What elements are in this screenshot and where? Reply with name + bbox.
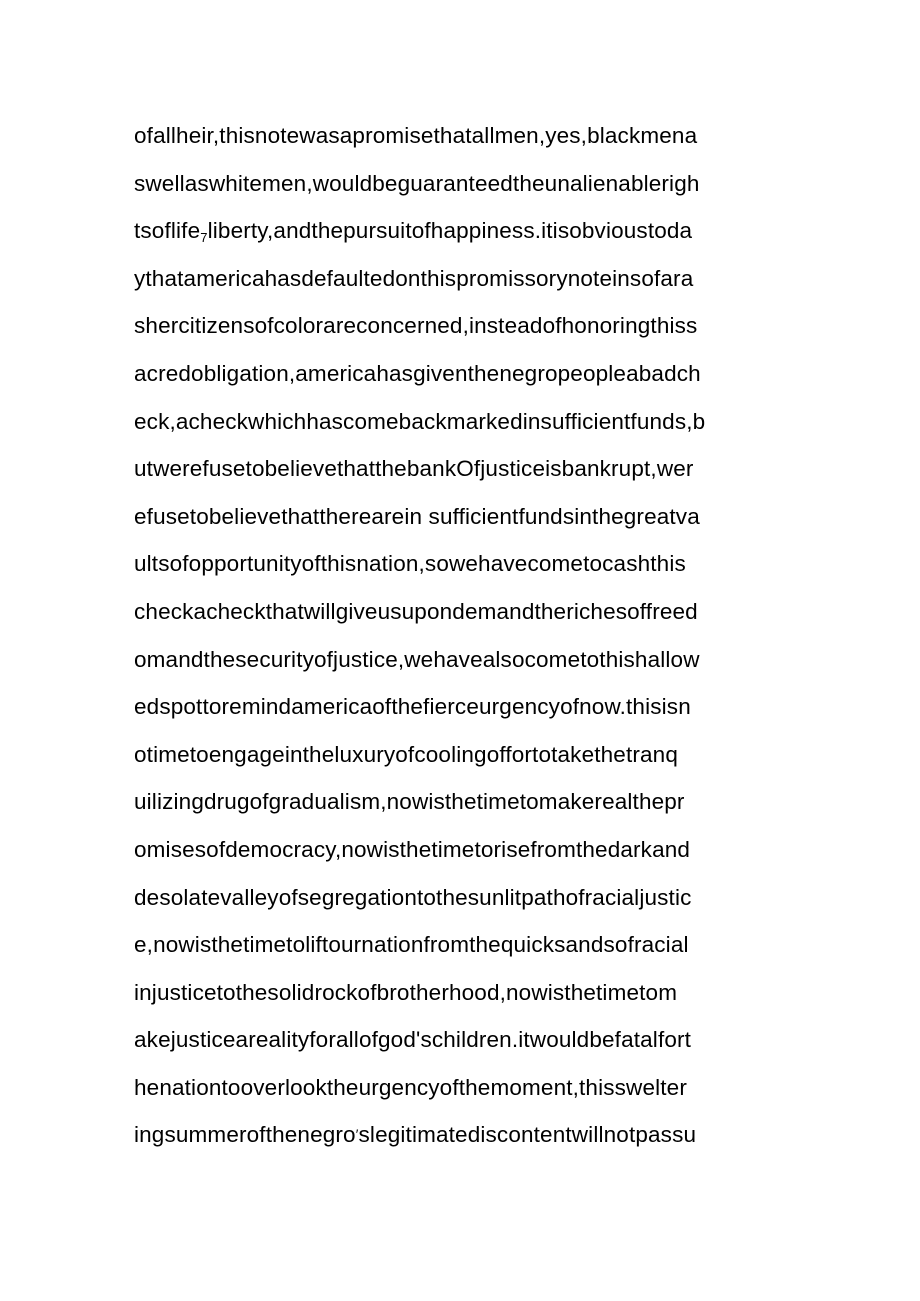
text-line-1: ofallheir,thisnotewasapromisethatallmen,yes,blackmena bbox=[134, 123, 698, 148]
text-line-14: otimetoengageintheluxuryofcoolingoffortotakethetranq bbox=[134, 741, 679, 767]
text-line-21: henationtooverlooktheurgencyofthemoment,thisswelter bbox=[134, 1074, 687, 1100]
text-line-11: checkacheckthatwillgiveusupondemandtherichesoffreed bbox=[134, 598, 698, 624]
text-line-17: desolatevalleyofsegregationtothesunlitpathofracialjustic bbox=[134, 884, 692, 910]
text-line-3 bbox=[134, 207, 794, 255]
text-line-9: efusetobelievethattherearein sufficientfundsinthegreatva bbox=[134, 503, 700, 529]
text-line-19: injusticetothesolidrockofbrotherhood,nowisthetimetom bbox=[134, 979, 678, 1005]
text-line-13: edspottoremindamericaofthefierceurgencyofnow.thisisn bbox=[134, 694, 691, 720]
text-line-12: omandthesecurityofjustice,wehavealsocometothishallow bbox=[134, 646, 700, 672]
body-text bbox=[134, 112, 794, 1159]
text-line-22-rest: slegitimatediscontentwillnotpassu bbox=[358, 1122, 697, 1148]
text-line-22-mark: ′ bbox=[355, 1126, 359, 1143]
text-line-7: eck,acheckwhichhascomebackmarkedinsufficientfunds,b bbox=[134, 408, 706, 434]
text-line-10: ultsofopportunityofthisnation,sowehavecometocashthis bbox=[134, 551, 686, 577]
text-line-3-rest: liberty,andthepursuitofhappiness.itisobvioustoda bbox=[207, 218, 693, 244]
text-line-16: omisesofdemocracy,nowisthetimetorisefromthedarkand bbox=[134, 836, 691, 862]
text-line-5: shercitizensofcolorareconcerned,insteadofhonoringthiss bbox=[134, 313, 698, 339]
text-line-20: akejusticearealityforallofgod'schildren.itwouldbefatalfort bbox=[134, 1027, 692, 1053]
text-line-22 bbox=[134, 1111, 794, 1159]
text-line-15: uilizingdrugofgradualism,nowisthetimetomakerealthepr bbox=[134, 789, 685, 815]
text-line-8: utwerefusetobelievethatthebankOfjusticeisbankrupt,wer bbox=[134, 456, 694, 482]
text-line-2: swellaswhitemen,wouldbeguaranteedtheunalienablerigh bbox=[134, 170, 700, 196]
text-line-3-subscript: 7 bbox=[200, 230, 208, 246]
text-line-4: ythatamericahasdefaultedonthispromissorynoteinsofara bbox=[134, 265, 694, 291]
text-line-6: acredobligation,americahasgiventhenegropeopleabadch bbox=[134, 360, 701, 386]
text-line-18: e,nowisthetimetoliftournationfromthequicksandsofracial bbox=[134, 932, 689, 958]
text-line-22-prefix: ingsummerofthenegro bbox=[134, 1122, 356, 1148]
text-line-3-prefix: tsoflife bbox=[134, 218, 201, 244]
